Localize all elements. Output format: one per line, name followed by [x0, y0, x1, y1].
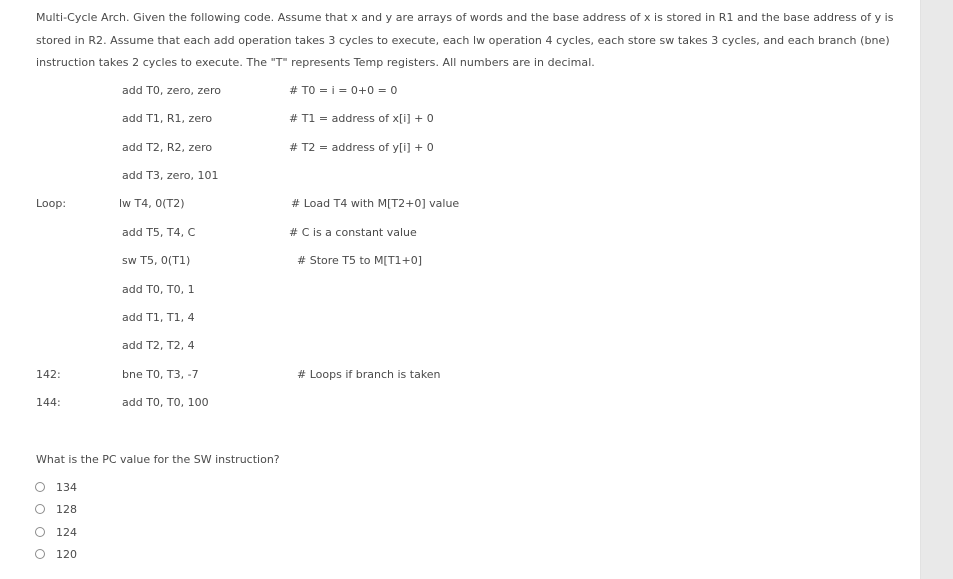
code-row — [0, 81, 920, 101]
question-intro — [36, 7, 906, 75]
code-instruction: lw T4, 0(T2) — [119, 197, 185, 210]
code-instruction: add T0, T0, 100 — [122, 396, 209, 409]
intro-line-2: stored in R2. Assume that each add operation takes 3 cycles to execute, each lw operation 4 cycles, each store sw takes 3 cycles, and each branch (bne) — [36, 33, 890, 47]
radio-button[interactable] — [35, 504, 45, 514]
code-instruction: add T5, T4, C — [122, 226, 196, 239]
code-label: 144: — [36, 396, 61, 409]
radio-button[interactable] — [35, 527, 45, 537]
code-row — [0, 166, 920, 186]
code-instruction: add T0, zero, zero — [122, 84, 222, 97]
code-row — [0, 365, 920, 385]
code-row — [0, 280, 920, 300]
code-row — [0, 336, 920, 356]
radio-button[interactable] — [35, 549, 45, 559]
code-instruction: add T1, T1, 4 — [122, 311, 195, 324]
code-row — [0, 308, 920, 328]
code-row — [0, 393, 920, 413]
code-comment: # Load T4 with M[T2+0] value — [291, 197, 460, 210]
question-text: What is the PC value for the SW instruction? — [36, 453, 280, 466]
answer-option-label: 120 — [56, 548, 77, 561]
code-row — [0, 109, 920, 129]
code-comment: # Loops if branch is taken — [297, 368, 441, 381]
answer-option-label: 128 — [56, 503, 77, 516]
answer-option-label: 124 — [56, 526, 77, 539]
code-instruction: add T3, zero, 101 — [122, 169, 219, 182]
code-instruction: add T2, T2, 4 — [122, 339, 195, 352]
code-comment: # T2 = address of y[i] + 0 — [289, 141, 434, 154]
intro-line-1: Multi-Cycle Arch. Given the following code. Assume that x and y are arrays of words and the base address of x is stored in R1 and the base address of y is — [36, 11, 894, 24]
code-instruction: add T1, R1, zero — [122, 112, 213, 125]
code-comment: # Store T5 to M[T1+0] — [297, 254, 423, 267]
code-instruction: bne T0, T3, -7 — [122, 368, 199, 381]
radio-button[interactable] — [35, 482, 45, 492]
answer-option-label: 134 — [56, 481, 77, 494]
code-comment: # T1 = address of x[i] + 0 — [289, 112, 434, 125]
code-instruction: add T0, T0, 1 — [122, 283, 195, 296]
scrollbar[interactable] — [920, 0, 953, 579]
code-comment: # C is a constant value — [289, 226, 417, 239]
code-row — [0, 223, 920, 243]
code-label: Loop: — [36, 197, 67, 210]
code-row — [0, 194, 920, 214]
code-row — [0, 251, 920, 271]
code-instruction: add T2, R2, zero — [122, 141, 213, 154]
code-instruction: sw T5, 0(T1) — [122, 254, 191, 267]
code-label: 142: — [36, 368, 61, 381]
intro-line-3: instruction takes 2 cycles to execute. The "T" represents Temp registers. All numbers are in decimal. — [36, 56, 595, 69]
code-row — [0, 138, 920, 158]
code-comment: # T0 = i = 0+0 = 0 — [289, 84, 398, 97]
